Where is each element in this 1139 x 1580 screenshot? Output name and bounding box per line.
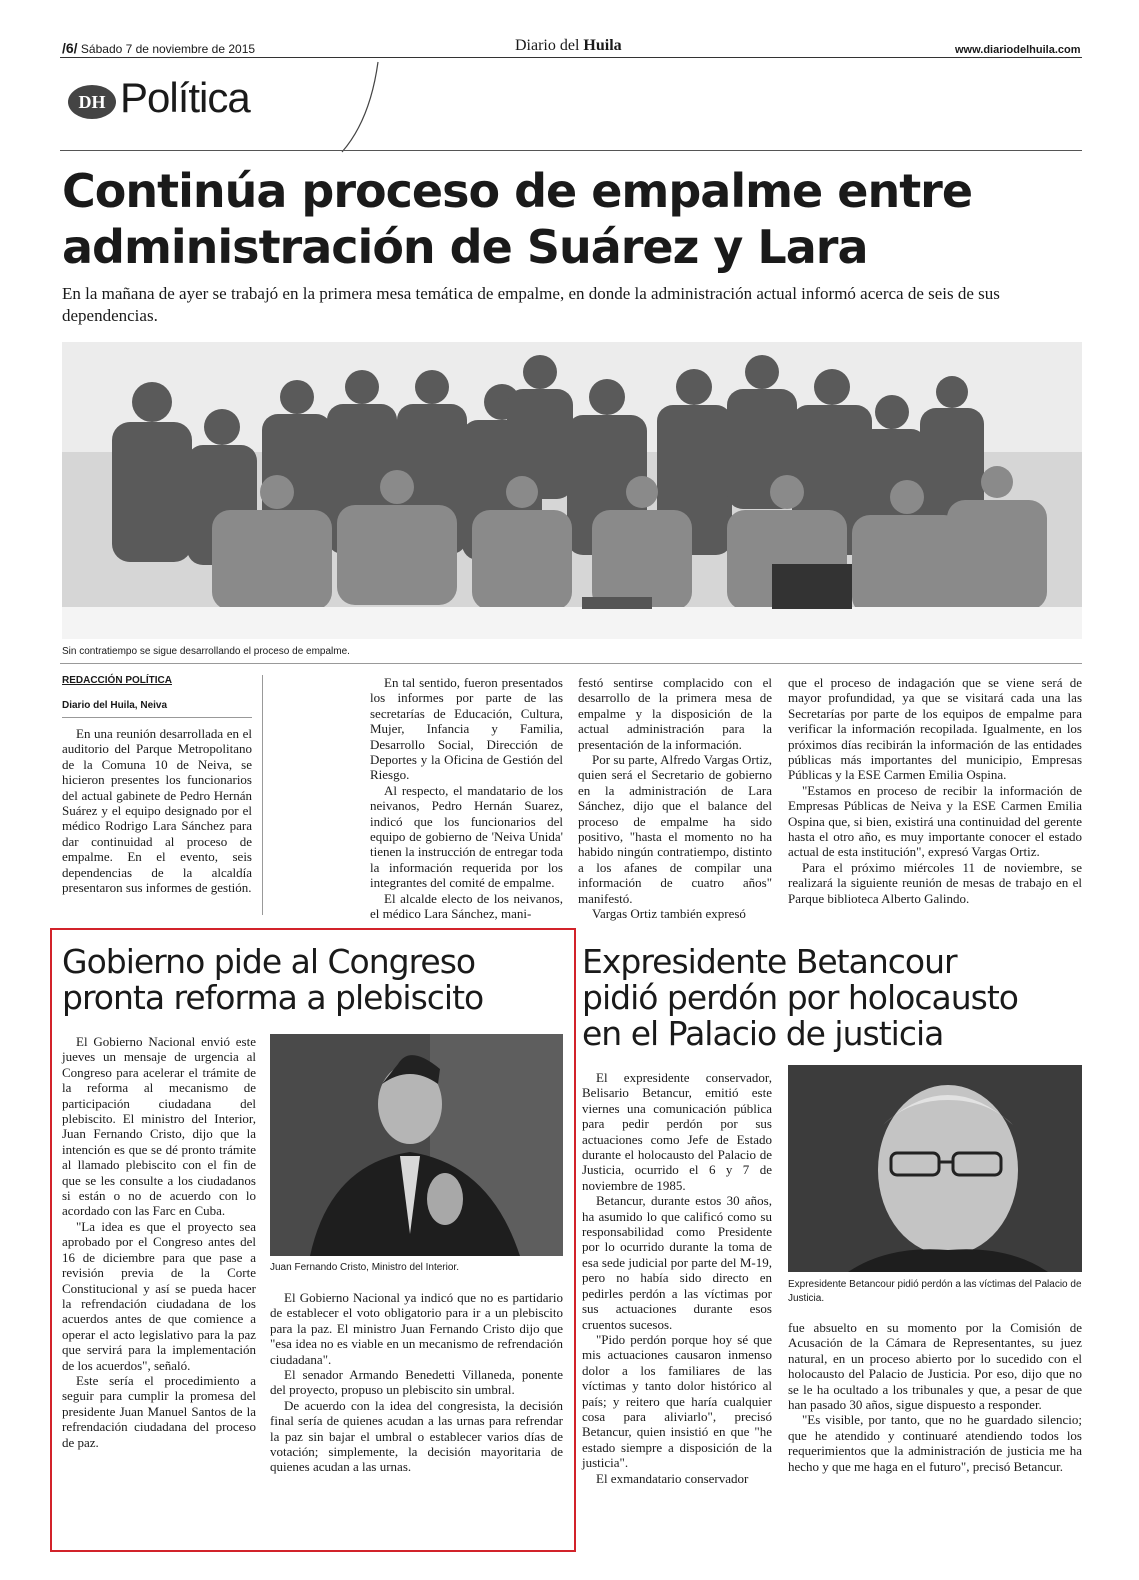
left-paragraph: El Gobierno Nacional envió este jueves un mensaje de urgencia al Congreso para acelerar el trámite de la reforma al mecanismo de participación ciudadana del plebiscito. El ministro del Interior, Juan Fernando Cristo, dijo que la intención es que se dé pronto trámite al llamado plebiscito con el fin de que se les consulte a los ciudadanos si están o no de acuerdo con lo acordado con las Farc en Cuba. xyxy=(62,1034,256,1219)
caption-rule xyxy=(60,663,1082,664)
left-paragraph: El Gobierno Nacional ya indicó que no es partidario de establecer el voto obligatorio para ir a un plebiscito para la paz. El ministro Juan Fernando Cristo dijo que "esa idea no es viable en un mecanismo de refrendación ciudadana". xyxy=(270,1290,563,1367)
right-paragraph: El exmandatario conservador xyxy=(596,1470,749,1486)
website-url: www.diariodelhuila.com xyxy=(955,44,1081,56)
left-paragraph: Este sería el procedimiento a seguir para cumplir la promesa del presidente Juan Manuel Santos de la refrendación ciudadana del proceso de paz. xyxy=(62,1372,256,1450)
main-paragraph: Vargas Ortiz también expresó xyxy=(592,906,746,922)
right-headline-line-3: en el Palacio de justicia xyxy=(582,1014,944,1053)
left-paragraph: De acuerdo con la idea del congresista, la decisión final sería de quienes acudan a las urnas para refrendar la paz sin bajar el umbral o establecer varios días de votación; simplemente, la decisión mayoritaria de quienes acudan a las urnas. xyxy=(270,1397,563,1475)
dh-logo: DH xyxy=(68,85,116,119)
main-paragraph: que el proceso de indagación que se viene será de mayor profundidad, ya que se visitará cada una las Secretarías por parte de los equipos de empalme para verificar la información recopilada. Igualmente, en los próximos días recibirán la información de las entidades públicas más importantes del municipio, Empresas Públicas y la ESE Carmen Emilia Ospina. xyxy=(788,675,1082,783)
main-paragraph: Al respecto, el mandatario de los neivanos, Pedro Hernán Suarez, indicó que los funcionarios del equipo de gobierno de 'Neiva Unida' tienen la instrucción de entregar toda la información requerida por los integrantes del comité de empalme. xyxy=(370,782,563,891)
betancur-photo-illustration xyxy=(788,1065,1082,1272)
main-paragraph: El alcalde electo de los neivanos, el médico Lara Sánchez, mani- xyxy=(370,890,563,922)
left-paragraph: "La idea es que el proyecto sea aprobado por el Congreso antes del 16 de diciembre para que pase a revisión previa de la Corte Constitucional y así se pueda hacer la refrendación ciudadana de los acuerdos antes de que comience a operar el acto legislativo para la paz que servirá para la implementación de los acuerdos", señaló. xyxy=(62,1218,256,1373)
left-headline xyxy=(62,944,567,1016)
main-paragraph: festó sentirse complacido con el desarrollo de la primera mesa de empalme y la disposición de la actual administración para la presentación de la información. xyxy=(578,675,772,752)
main-paragraph: "Estamos en proceso de recibir la información de Empresas Públicas de Neiva y la ESE Carmen Emilia Ospina que, si bien, existirá una continuidad del gerente hasta el otro año, es muy importante conocer el estado actual de esta institución", expresó Vargas Ortiz. xyxy=(788,782,1082,860)
left-col-1 xyxy=(62,1034,256,1450)
main-deck: En la mañana de ayer se trabajó en la primera mesa temática de empalme, en donde la administración actual informó acerca de seis de sus dependencias. xyxy=(62,284,1000,325)
main-col-4 xyxy=(788,675,1082,906)
right-col-2 xyxy=(788,1320,1082,1474)
header-rule xyxy=(60,57,1082,58)
right-paragraph: "Pido perdón porque hoy sé que mis actuaciones causaron inmenso dolor a los familiares de las víctimas y tanto dolor histórico al país; y reitero que haría cualquier cosa para aliviarlo", precisó Betancur, quien insistió en que "he estado siempre a disposición de la justicia". xyxy=(582,1331,772,1471)
page-number-date xyxy=(62,40,255,56)
right-paragraph: Betancur, durante estos 30 años, ha asumido lo que calificó como su responsabilidad como Presidente por lo ocurrido durante la toma de esa sede judicial por parte del M-19, pero no había sido directo en pedirles perdón a las víctimas por sus actuaciones durante esos cruentos sucesos. xyxy=(582,1193,772,1332)
main-paragraph: En una reunión desarrollada en el auditorio del Parque Metropolitano de la Comuna 10 de Neiva, se hicieron presentes los funcionarios del actual gabinete de Pedro Hernán Suárez y el equipo designado por el médico Rodrigo Lara Sánchez para dar continuidad al proceso de empalme. En el evento, seis dependencias de la alcaldía presentaron sus informes de gestión. xyxy=(62,726,252,896)
left-headline-line-1: Gobierno pide al Congreso xyxy=(62,942,476,981)
right-paragraph: "Es visible, por tanto, que no he guardado silencio; que he atendido y continuaré atendiendo todos los requerimientos que la administración de justicia me ha hecho y que me haga en el futuro", precisó Betancur. xyxy=(788,1412,1082,1474)
main-headline-line-1: Continúa proceso de empalme entre xyxy=(62,164,973,218)
main-col-2 xyxy=(370,675,563,922)
group-photo-illustration xyxy=(62,342,1082,639)
left-headline-line-2: pronta reforma a plebiscito xyxy=(62,978,484,1017)
right-headline xyxy=(582,944,1082,1052)
betancur-photo-caption: Expresidente Betancour pidió perdón a las víctimas del Palacio de Justicia. xyxy=(788,1279,1082,1304)
right-paragraph: El expresidente conservador, Belisario Betancur, emitió este viernes una comunicación pública para pedir perdón por sus actuaciones como Jefe de Estado durante el holocausto del Palacio de Justicia, ocurrido el 6 y 7 de noviembre de 1985. xyxy=(582,1070,772,1193)
right-col-1 xyxy=(582,1070,772,1486)
betancur-photo xyxy=(788,1065,1082,1272)
right-paragraph: fue absuelto en su momento por la Comisión de Acusación de la Cámara de Representantes, su juez natural, en un proceso abierto por lo sucedido con el holocausto del Palacio de Justicia. Por eso, dijo que no se le ha ocultado a los tribunales y que, a pesar de que han pasado 30 años, sigue dispuesto a responder. xyxy=(788,1320,1082,1413)
main-photo-caption: Sin contratiempo se sigue desarrollando el proceso de empalme. xyxy=(62,646,350,657)
main-headline-line-2: administración de Suárez y Lara xyxy=(62,220,868,274)
minister-photo-caption: Juan Fernando Cristo, Ministro del Interior. xyxy=(270,1262,459,1273)
main-col-1 xyxy=(62,675,252,895)
section-rule xyxy=(60,150,1082,151)
dateline: Diario del Huila, Neiva xyxy=(62,700,168,711)
section-slash-decoration xyxy=(340,60,380,155)
issue-date: Sábado 7 de noviembre de 2015 xyxy=(80,42,256,56)
main-paragraph: En tal sentido, fueron presentados los informes por parte de las secretarías de Educación, Cultura, Mujer, Infancia y Familia, Desarrollo Social, Dirección de Deportes y la Oficina de Gestión del Riesgo. xyxy=(370,675,563,783)
minister-photo xyxy=(270,1034,563,1256)
right-headline-line-1: Expresidente Betancour xyxy=(582,942,957,981)
section-title: Política xyxy=(120,74,250,121)
page-number: /6/ xyxy=(62,40,78,56)
main-col-3 xyxy=(578,675,772,922)
main-paragraph: Por su parte, Alfredo Vargas Ortiz, quien será el Secretario de gobierno en la administración de Lara Sánchez, dijo que el balance del proceso de empalme ha sido positivo, "hasta el momento no ha habido ningún contratiempo, distinto a los afanes de compilar una información de cuatro años" manifestó. xyxy=(578,752,772,906)
byline-rule xyxy=(62,717,252,718)
paper-name-prefix: Diario del xyxy=(515,37,584,54)
right-headline-line-2: pidió perdón por holocausto xyxy=(582,978,1018,1017)
paper-name xyxy=(515,37,622,55)
minister-photo-illustration xyxy=(270,1034,563,1256)
paper-name-bold: Huila xyxy=(583,37,622,54)
left-paragraph: El senador Armando Benedetti Villaneda, ponente del proyecto, propuso un plebiscito sin umbral. xyxy=(270,1367,563,1398)
left-col-2 xyxy=(270,1290,563,1475)
column-divider xyxy=(262,675,263,915)
byline: REDACCIÓN POLÍTICA xyxy=(62,675,172,686)
main-paragraph: Para el próximo miércoles 11 de noviembre, se realizará la siguiente reunión de mesas de trabajo en el Parque biblioteca Alberto Galindo. xyxy=(788,859,1082,906)
group-photo xyxy=(62,342,1082,639)
main-headline xyxy=(62,163,1082,275)
